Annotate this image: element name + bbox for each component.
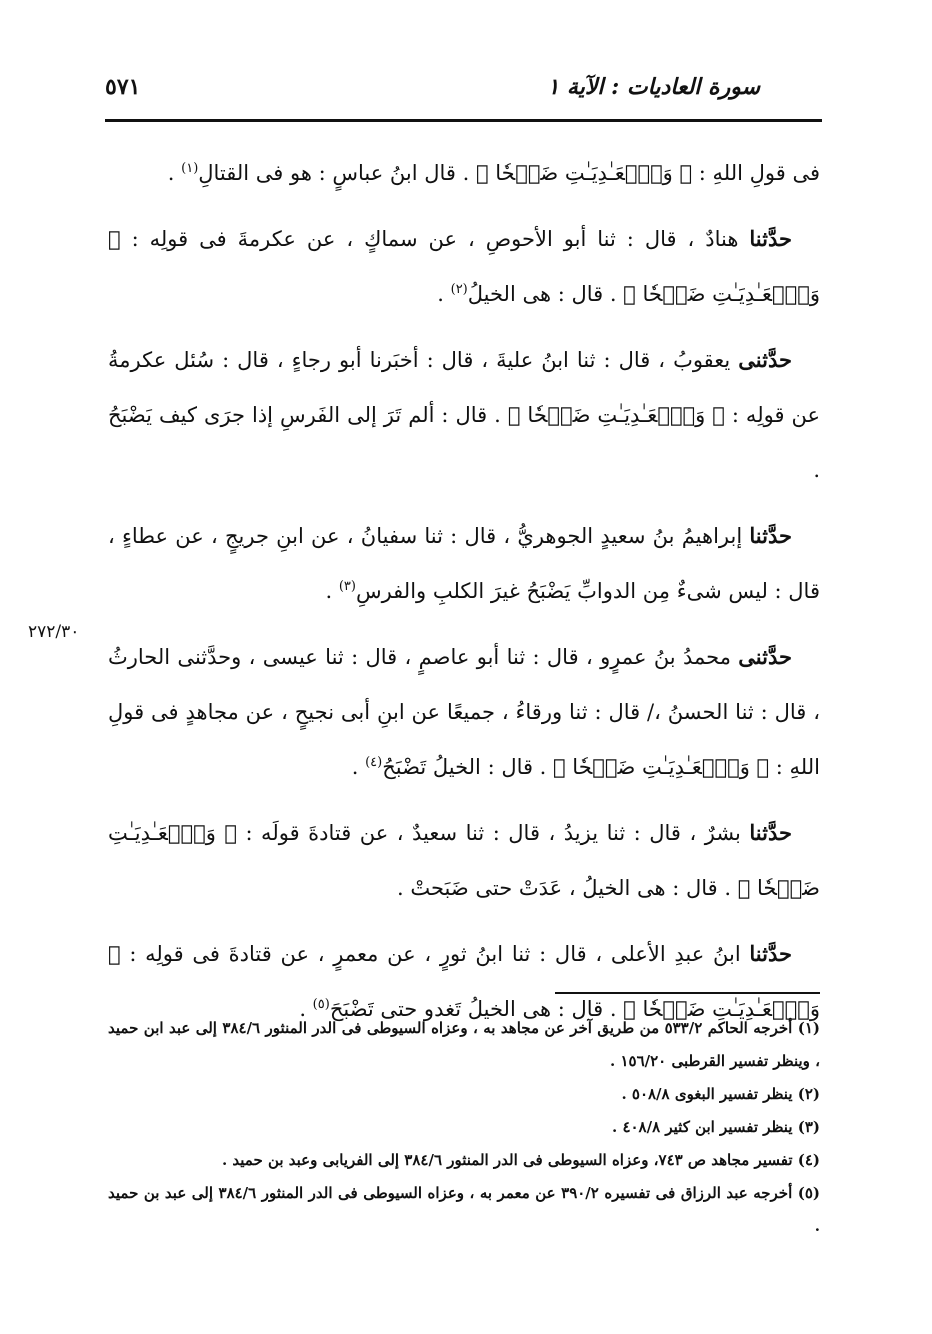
footnote-5: (٥) أخرجه عبد الرزاق فى تفسيره ٣٩٠/٢ عن معمر به ، وعزاه السيوطى فى الدر المنثور ٣٨٤/٦ إلى عبد بن حميد . [108, 1184, 821, 1235]
paragraph-text: إبراهيمُ بنُ سعيدٍ الجوهريُّ ، قال : ثنا سفيانُ ، عن ابنِ جريجٍ ، عن عطاءٍ ، قال : ليس شىءٌ مِن الدوابِّ يَضْبَحُ غيرَ الكلبِ والفرسِ [108, 524, 820, 603]
footnote-ref[interactable]: (١) [181, 161, 199, 176]
paragraph-lead: حدَّثنى [738, 644, 792, 669]
paragraph-lead: حدَّثنا [749, 941, 792, 966]
paragraph-tail: . [351, 755, 366, 779]
footnote-2: (٢) ينظر تفسير البغوى ٥٠٨/٨ . [621, 1085, 820, 1103]
footnote-4: (٤) تفسير مجاهد ص ٧٤٣، وعزاه السيوطى فى الدر المنثور ٣٨٤/٦ إلى الفريابى وعبد بن حميد . [221, 1151, 820, 1169]
page-number: ٥٧١ [105, 74, 141, 100]
paragraph-1 [108, 145, 820, 201]
header-rule [105, 119, 822, 122]
margin-reference: ٢٧٢/٣٠ [28, 622, 80, 642]
paragraph-text: بشرٌ ، قال : ثنا يزيدُ ، قال : ثنا سعيدٌ ، عن قتادةَ قولَه : ﴿ وَٱلۡعَـٰدِيَـٰتِ ضَبۡحٗا ﴾ . قال : هى الخيلُ ، عَدَتْ حتى ضَبَحتْ . [108, 821, 820, 900]
footnote-ref[interactable]: (٥) [312, 997, 330, 1012]
paragraph-tail: . [325, 579, 339, 603]
paragraph-lead: حدَّثنا [749, 523, 792, 548]
footnote-ref[interactable]: (٢) [450, 282, 468, 297]
footnote-ref[interactable]: (٣) [338, 579, 356, 594]
paragraph-tail: . [299, 997, 313, 1021]
paragraph-text: محمدُ بنُ عمرٍو ، قال : ثنا أبو عاصمٍ ، قال : ثنا عيسى ، وحدَّثنى الحارثُ ، قال : ثنا الحسنُ ،/ قال : ثنا ورقاءُ ، جميعًا عن ابنِ أبى نجيحٍ ، عن مجاهدٍ فى قولِ اللهِ : ﴿ وَٱلۡعَـٰدِيَـٰتِ ضَبۡحٗا ﴾ . قال : الخيلُ تَضْبَحُ [108, 645, 820, 779]
footnote-1: (١) أخرجه الحاكم ٥٣٣/٢ من طريق آخر عن مجاهد به ، وعزاه السيوطى فى الدر المنثور ٣٨٤/٦ إلى عبد ابن حميد ، وينظر تفسير القرطبى ١٥٦/٢٠ . [108, 1019, 820, 1070]
footnote-3: (٣) ينظر تفسير ابن كثير ٤٠٨/٨ . [611, 1118, 820, 1136]
page-header [105, 70, 820, 112]
paragraph-5 [108, 629, 820, 795]
paragraph-6 [108, 805, 820, 916]
paragraph-lead: حدَّثنى [738, 347, 792, 372]
paragraph-2 [108, 211, 820, 322]
main-text [108, 145, 820, 1047]
paragraph-text: هنادٌ ، قال : ثنا أبو الأحوصِ ، عن سماكٍ ، عن عكرمةَ فى قولِه : ﴿ وَٱلۡعَـٰدِيَـٰتِ ضَبۡحٗا ﴾ . قال : هى الخيلُ [108, 227, 820, 306]
footnote-ref[interactable]: (٤) [365, 755, 383, 770]
running-title: سورة العاديات : الآية ١ [547, 74, 760, 100]
paragraph-text: فى قولِ اللهِ : ﴿ وَٱلۡعَـٰدِيَـٰتِ ضَبۡحٗا ﴾ . قال ابنُ عباسٍ : هو فى القتالِ [198, 161, 820, 185]
paragraph-tail: . [167, 161, 182, 185]
paragraph-tail: . [437, 282, 451, 306]
paragraph-text: ابنُ عبدِ الأعلى ، قال : ثنا ابنُ ثورٍ ، عن معمرٍ ، عن قتادةَ فى قولِه : ﴿ وَٱلۡعَـٰدِيَـٰتِ ضَبۡحٗا ﴾ . قال : هى الخيلُ تَغدو حتى تَضْبَحَ [108, 942, 820, 1021]
footnotes [108, 1012, 820, 1243]
paragraph-lead: حدَّثنا [749, 820, 792, 845]
paragraph-3 [108, 332, 820, 498]
footnote-separator [555, 992, 820, 994]
paragraph-4 [108, 508, 820, 619]
paragraph-text: يعقوبُ ، قال : ثنا ابنُ عليةَ ، قال : أخبَرنا أبو رجاءٍ ، قال : سُئل عكرمةُ عن قولِه : ﴿ وَٱلۡعَـٰدِيَـٰتِ ضَبۡحٗا ﴾ . قال : ألم تَرَ إلى الفَرسِ إذا جرَى كيف يَضْبَحُ . [108, 348, 820, 482]
paragraph-lead: حدَّثنا [749, 226, 792, 251]
